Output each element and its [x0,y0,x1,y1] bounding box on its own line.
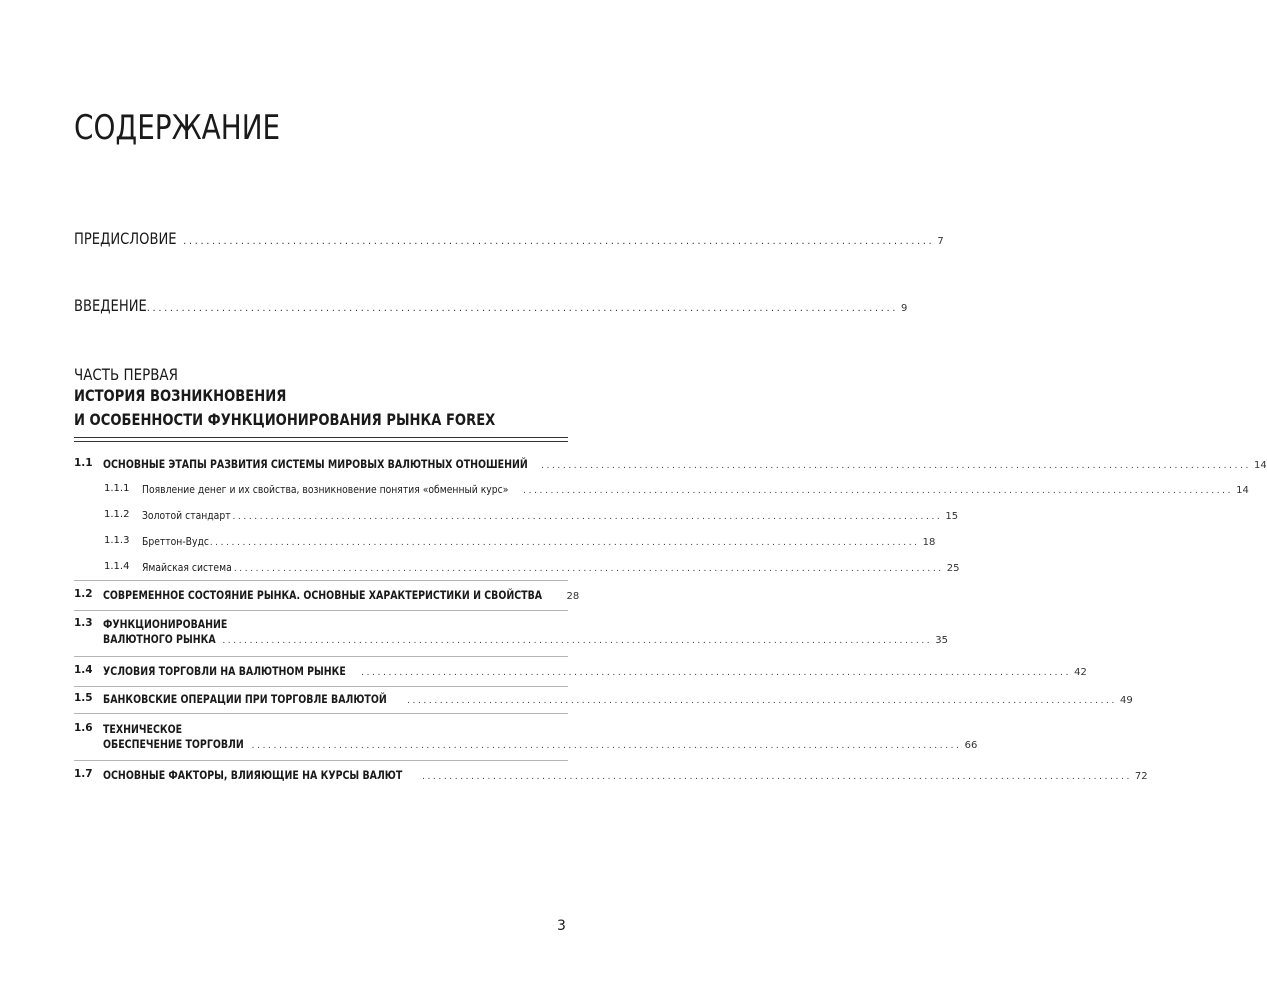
subsection-number: 1.1.1 [104,483,130,494]
subsection-page: 25 [946,563,960,574]
section-page: 35 [935,635,948,646]
dot-leader: .................................................................................................................................. [209,538,920,548]
dot-leader: .................................................................................................................................. [222,636,933,646]
dot-leader: .................................................................................................................................. [541,461,1251,471]
section-label: ОСНОВНЫЕ ФАКТОРЫ, ВЛИЯЮЩИЕ НА КУРСЫ ВАЛЮТ [103,768,403,782]
part-divider [74,437,568,442]
section-label: ВАЛЮТНОГО РЫНКА [103,632,216,646]
toc-section-1-4[interactable] [74,664,1087,680]
part-kicker: ЧАСТЬ ПЕРВАЯ [74,365,178,384]
section-label-line-1: ФУНКЦИОНИРОВАНИЕ [103,617,228,631]
dot-leader: .................................................................................................................................. [523,486,1234,496]
toc-page-number: 7 [937,236,944,247]
dot-leader: .................................................................................................................................. [361,668,1072,678]
dot-leader: .................................................................................................................................. [407,696,1117,706]
part-title-line-2: И ОСОБЕННОСТИ ФУНКЦИОНИРОВАНИЯ РЫНКА FOREX [74,410,496,429]
section-label: СОВРЕМЕННОЕ СОСТОЯНИЕ РЫНКА. ОСНОВНЫЕ ХАРАКТЕРИСТИКИ И СВОЙСТВА [103,588,543,602]
toc-section-1-7[interactable] [74,768,1148,784]
subsection-page: 15 [945,511,959,522]
subsection-number: 1.1.3 [104,535,130,546]
dot-leader: .................................................................................................................................. [232,512,943,522]
part-title-line-1: ИСТОРИЯ ВОЗНИКНОВЕНИЯ [74,386,287,405]
section-separator [74,580,568,581]
section-label: БАНКОВСКИЕ ОПЕРАЦИИ ПРИ ТОРГОВЛЕ ВАЛЮТОЙ [103,692,387,706]
section-number: 1.4 [74,664,93,676]
toc-subsection-1-1-4[interactable] [104,561,960,575]
section-page: 72 [1134,771,1148,782]
section-label: УСЛОВИЯ ТОРГОВЛИ НА ВАЛЮТНОМ РЫНКЕ [103,664,346,678]
dot-leader: .................................................................................................................................. [251,741,962,751]
page-title: СОДЕРЖАНИЕ [74,108,281,148]
section-label-line-1: ТЕХНИЧЕСКОЕ [103,722,183,736]
section-number: 1.5 [74,692,93,704]
section-number: 1.7 [74,768,93,780]
toc-subsection-1-1-1[interactable] [104,483,1249,497]
section-separator [74,656,568,657]
section-page: 14 [1253,460,1267,471]
section-number: 1.6 [74,722,93,734]
subsection-label: Ямайская система [142,561,232,574]
toc-entry-introduction[interactable] [74,296,908,315]
toc-subsection-1-1-2[interactable] [104,509,959,523]
toc-entry-preface[interactable] [74,229,944,248]
toc-section-1-5[interactable] [74,692,1133,708]
section-separator [74,713,568,714]
subsection-number: 1.1.4 [104,561,130,572]
section-number: 1.2 [74,588,93,600]
dot-leader: .................................................................................................................................. [233,564,944,574]
page-number: 3 [557,918,566,934]
toc-entry-label: ПРЕДИСЛОВИЕ [74,229,177,248]
toc-page-number: 9 [901,303,908,314]
subsection-label: Золотой стандарт [142,509,231,522]
toc-subsection-1-1-3[interactable] [104,535,936,549]
subsection-number: 1.1.2 [104,509,130,520]
subsection-label: Появление денег и их свойства, возникновение понятия «обменный курс» [142,483,509,496]
section-label: ОСНОВНЫЕ ЭТАПЫ РАЗВИТИЯ СИСТЕМЫ МИРОВЫХ ВАЛЮТНЫХ ОТНОШЕНИЙ [103,457,528,471]
dot-leader: .................................................................................................................................. [183,236,935,247]
subsection-label: Бреттон-Вудс [142,535,209,548]
section-page: 42 [1074,667,1087,678]
toc-section-1-6[interactable] [74,722,978,756]
section-number: 1.1 [74,457,93,469]
section-separator [74,610,568,611]
section-page: 28 [566,591,580,602]
section-label: ОБЕСПЕЧЕНИЕ ТОРГОВЛИ [103,737,244,751]
subsection-page: 14 [1236,485,1249,496]
section-page: 49 [1119,695,1133,706]
toc-section-1-2[interactable] [74,588,580,604]
toc-section-1-3[interactable] [74,617,948,651]
section-page: 66 [964,740,978,751]
toc-section-1-1[interactable] [74,457,1267,473]
section-number: 1.3 [74,617,93,629]
section-separator [74,760,568,761]
toc-entry-label: ВВЕДЕНИЕ [74,296,147,315]
section-separator [74,686,568,687]
dot-leader: .................................................................................................................................. [146,303,899,314]
subsection-page: 18 [922,537,936,548]
dot-leader: .................................................................................................................................. [422,772,1132,782]
